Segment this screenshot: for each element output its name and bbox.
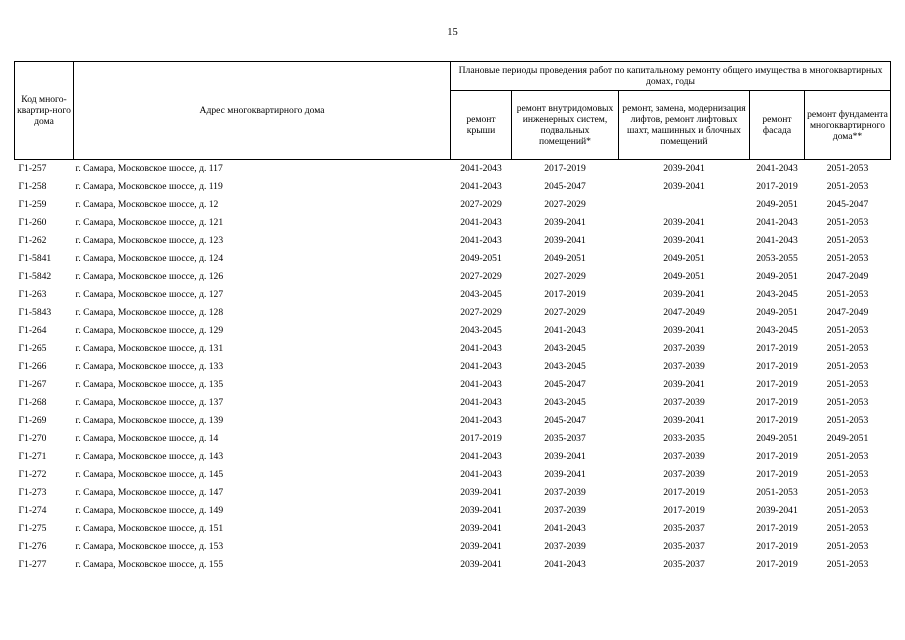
table-row xyxy=(15,430,891,448)
cell-address: г. Самара, Московское шоссе, д. 133 xyxy=(75,361,224,372)
cell-code: Г1-275 xyxy=(18,523,47,534)
cell-code: Г1-263 xyxy=(18,289,47,300)
table-row xyxy=(15,268,891,286)
cell-roof: 2041-2043 xyxy=(460,235,502,246)
cell-roof: 2039-2041 xyxy=(460,541,502,552)
cell-roof: 2041-2043 xyxy=(460,181,502,192)
cell-address: г. Самара, Московское шоссе, д. 143 xyxy=(75,451,224,462)
cell-utilities: 2039-2041 xyxy=(544,451,586,462)
cell-roof: 2041-2043 xyxy=(460,379,502,390)
cell-code: Г1-271 xyxy=(18,451,47,462)
table-body xyxy=(15,160,891,575)
cell-roof: 2027-2029 xyxy=(460,271,502,282)
cell-address: г. Самара, Московское шоссе, д. 121 xyxy=(75,217,224,228)
table-row xyxy=(15,160,891,179)
table-row xyxy=(15,250,891,268)
cell-facade: 2043-2045 xyxy=(756,325,798,336)
table-row xyxy=(15,538,891,556)
cell-code: Г1-5842 xyxy=(18,271,52,282)
cell-address: г. Самара, Московское шоссе, д. 145 xyxy=(75,469,224,480)
capital-repair-schedule-table xyxy=(14,61,891,574)
cell-foundation: 2051-2053 xyxy=(826,559,869,570)
cell-facade: 2017-2019 xyxy=(756,559,798,570)
cell-roof: 2027-2029 xyxy=(460,199,502,210)
cell-utilities: 2035-2037 xyxy=(544,433,586,444)
cell-utilities: 2041-2043 xyxy=(544,325,586,336)
cell-foundation: 2051-2053 xyxy=(826,181,869,192)
cell-code: Г1-258 xyxy=(18,181,47,192)
cell-address: г. Самара, Московское шоссе, д. 155 xyxy=(75,559,224,570)
cell-facade: 2017-2019 xyxy=(756,523,798,534)
cell-utilities: 2041-2043 xyxy=(544,559,586,570)
cell-lifts: 2017-2019 xyxy=(663,487,705,498)
cell-foundation: 2045-2047 xyxy=(826,199,869,210)
cell-code: Г1-269 xyxy=(18,415,47,426)
cell-roof: 2041-2043 xyxy=(460,415,502,426)
table-row xyxy=(15,394,891,412)
cell-utilities: 2039-2041 xyxy=(544,217,586,228)
cell-foundation: 2051-2053 xyxy=(826,325,869,336)
cell-foundation: 2051-2053 xyxy=(826,361,869,372)
cell-foundation: 2051-2053 xyxy=(826,343,869,354)
cell-utilities: 2037-2039 xyxy=(544,541,586,552)
cell-facade: 2041-2043 xyxy=(756,235,798,246)
cell-code: Г1-259 xyxy=(18,199,47,210)
cell-foundation: 2051-2053 xyxy=(826,253,869,264)
cell-facade: 2039-2041 xyxy=(756,505,798,516)
cell-facade: 2053-2055 xyxy=(756,253,798,264)
table-row xyxy=(15,286,891,304)
cell-lifts: 2035-2037 xyxy=(663,541,705,552)
cell-address: г. Самара, Московское шоссе, д. 151 xyxy=(75,523,224,534)
cell-address: г. Самара, Московское шоссе, д. 14 xyxy=(75,433,219,444)
header-periods-group: Плановые периоды проведения работ по капитальному ремонту общего имущества в многоквартирных домах, годы xyxy=(451,62,891,91)
cell-utilities: 2027-2029 xyxy=(544,307,586,318)
cell-code: Г1-272 xyxy=(18,469,47,480)
cell-roof: 2039-2041 xyxy=(460,487,502,498)
table-row xyxy=(15,340,891,358)
cell-roof: 2041-2043 xyxy=(460,163,502,174)
table-row xyxy=(15,376,891,394)
table-row xyxy=(15,304,891,322)
cell-roof: 2041-2043 xyxy=(460,451,502,462)
cell-utilities: 2045-2047 xyxy=(544,415,586,426)
cell-lifts: 2047-2049 xyxy=(663,307,705,318)
cell-lifts xyxy=(619,196,750,214)
table-header xyxy=(15,62,891,160)
cell-address: г. Самара, Московское шоссе, д. 135 xyxy=(75,379,224,390)
cell-address: г. Самара, Московское шоссе, д. 123 xyxy=(75,235,224,246)
cell-foundation: 2051-2053 xyxy=(826,379,869,390)
cell-lifts: 2037-2039 xyxy=(663,397,705,408)
cell-facade: 2051-2053 xyxy=(756,487,798,498)
cell-lifts: 2039-2041 xyxy=(663,163,705,174)
header-roof: ремонт крыши xyxy=(451,91,512,160)
cell-foundation: 2051-2053 xyxy=(826,487,869,498)
cell-roof: 2039-2041 xyxy=(460,559,502,570)
table-row xyxy=(15,214,891,232)
cell-utilities: 2027-2029 xyxy=(544,199,586,210)
cell-lifts: 2039-2041 xyxy=(663,181,705,192)
cell-code: Г1-265 xyxy=(18,343,47,354)
cell-roof: 2027-2029 xyxy=(460,307,502,318)
cell-lifts: 2035-2037 xyxy=(663,559,705,570)
cell-utilities: 2017-2019 xyxy=(544,163,586,174)
cell-code: Г1-257 xyxy=(18,163,47,174)
header-foundation: ремонт фундамента многоквартирного дома** xyxy=(805,91,891,160)
cell-code: Г1-262 xyxy=(18,235,47,246)
cell-foundation: 2051-2053 xyxy=(826,451,869,462)
cell-utilities: 2027-2029 xyxy=(544,271,586,282)
cell-code: Г1-264 xyxy=(18,325,47,336)
cell-code: Г1-273 xyxy=(18,487,47,498)
cell-address: г. Самара, Московское шоссе, д. 153 xyxy=(75,541,224,552)
cell-address: г. Самара, Московское шоссе, д. 131 xyxy=(75,343,224,354)
table-row xyxy=(15,448,891,466)
cell-roof: 2041-2043 xyxy=(460,397,502,408)
cell-foundation: 2051-2053 xyxy=(826,397,869,408)
cell-facade: 2017-2019 xyxy=(756,379,798,390)
cell-foundation: 2051-2053 xyxy=(826,541,869,552)
cell-facade: 2043-2045 xyxy=(756,289,798,300)
cell-facade: 2049-2051 xyxy=(756,271,798,282)
cell-facade: 2041-2043 xyxy=(756,163,798,174)
header-facade: ремонт фасада xyxy=(750,91,805,160)
header-lifts: ремонт, замена, модернизация лифтов, ремонт лифтовых шахт, машинных и блочных помещений xyxy=(619,91,750,160)
cell-lifts: 2037-2039 xyxy=(663,469,705,480)
cell-facade: 2017-2019 xyxy=(756,451,798,462)
cell-code: Г1-5841 xyxy=(18,253,52,264)
cell-lifts: 2039-2041 xyxy=(663,415,705,426)
cell-address: г. Самара, Московское шоссе, д. 137 xyxy=(75,397,224,408)
cell-utilities: 2041-2043 xyxy=(544,523,586,534)
cell-address: г. Самара, Московское шоссе, д. 128 xyxy=(75,307,224,318)
header-address: Адрес многоквартирного дома xyxy=(74,62,451,160)
cell-utilities: 2045-2047 xyxy=(544,379,586,390)
cell-facade: 2049-2051 xyxy=(756,199,798,210)
cell-facade: 2017-2019 xyxy=(756,181,798,192)
cell-address: г. Самара, Московское шоссе, д. 12 xyxy=(75,199,219,210)
cell-utilities: 2043-2045 xyxy=(544,343,586,354)
cell-facade: 2049-2051 xyxy=(756,307,798,318)
cell-code: Г1-267 xyxy=(18,379,47,390)
cell-utilities: 2039-2041 xyxy=(544,235,586,246)
cell-utilities: 2017-2019 xyxy=(544,289,586,300)
cell-code: Г1-260 xyxy=(18,217,47,228)
cell-lifts: 2039-2041 xyxy=(663,235,705,246)
cell-utilities: 2039-2041 xyxy=(544,469,586,480)
cell-address: г. Самара, Московское шоссе, д. 129 xyxy=(75,325,224,336)
cell-foundation: 2047-2049 xyxy=(826,307,869,318)
cell-foundation: 2051-2053 xyxy=(826,235,869,246)
cell-roof: 2043-2045 xyxy=(460,289,502,300)
cell-foundation: 2051-2053 xyxy=(826,523,869,534)
cell-lifts: 2039-2041 xyxy=(663,379,705,390)
cell-facade: 2017-2019 xyxy=(756,361,798,372)
table-row xyxy=(15,178,891,196)
header-utilities: ремонт внутридомовых инженерных систем, подвальных помещений* xyxy=(512,91,619,160)
page-number: 15 xyxy=(447,27,458,38)
cell-address: г. Самара, Московское шоссе, д. 126 xyxy=(75,271,224,282)
cell-facade: 2017-2019 xyxy=(756,541,798,552)
cell-address: г. Самара, Московское шоссе, д. 124 xyxy=(75,253,224,264)
header-code: Код много-квартир-ного дома xyxy=(15,62,74,160)
cell-lifts: 2017-2019 xyxy=(663,505,705,516)
table-row xyxy=(15,196,891,214)
cell-facade: 2017-2019 xyxy=(756,343,798,354)
cell-foundation: 2051-2053 xyxy=(826,217,869,228)
cell-facade: 2041-2043 xyxy=(756,217,798,228)
cell-address: г. Самара, Московское шоссе, д. 149 xyxy=(75,505,224,516)
cell-utilities: 2037-2039 xyxy=(544,505,586,516)
cell-code: Г1-274 xyxy=(18,505,47,516)
cell-facade: 2017-2019 xyxy=(756,415,798,426)
cell-foundation: 2051-2053 xyxy=(826,469,869,480)
table-row xyxy=(15,412,891,430)
cell-roof: 2041-2043 xyxy=(460,361,502,372)
cell-code: Г1-270 xyxy=(18,433,47,444)
table-row xyxy=(15,502,891,520)
cell-roof: 2043-2045 xyxy=(460,325,502,336)
table-row xyxy=(15,358,891,376)
cell-utilities: 2049-2051 xyxy=(544,253,586,264)
cell-foundation: 2051-2053 xyxy=(826,163,869,174)
cell-code: Г1-277 xyxy=(18,559,47,570)
cell-foundation: 2047-2049 xyxy=(826,271,869,282)
cell-roof: 2041-2043 xyxy=(460,343,502,354)
table-row xyxy=(15,232,891,250)
cell-address: г. Самара, Московское шоссе, д. 139 xyxy=(75,415,224,426)
table-row xyxy=(15,466,891,484)
table-row xyxy=(15,322,891,340)
cell-address: г. Самара, Московское шоссе, д. 127 xyxy=(75,289,224,300)
cell-facade: 2049-2051 xyxy=(756,433,798,444)
cell-address: г. Самара, Московское шоссе, д. 119 xyxy=(75,181,223,192)
cell-lifts: 2039-2041 xyxy=(663,289,705,300)
cell-foundation: 2051-2053 xyxy=(826,415,869,426)
table-row xyxy=(15,484,891,502)
cell-utilities: 2043-2045 xyxy=(544,397,586,408)
cell-roof: 2041-2043 xyxy=(460,469,502,480)
cell-roof: 2039-2041 xyxy=(460,523,502,534)
cell-roof: 2039-2041 xyxy=(460,505,502,516)
cell-utilities: 2037-2039 xyxy=(544,487,586,498)
cell-foundation: 2051-2053 xyxy=(826,505,869,516)
cell-lifts: 2039-2041 xyxy=(663,217,705,228)
cell-lifts: 2033-2035 xyxy=(663,433,705,444)
cell-foundation: 2051-2053 xyxy=(826,289,869,300)
cell-lifts: 2049-2051 xyxy=(663,271,705,282)
cell-lifts: 2037-2039 xyxy=(663,451,705,462)
cell-facade: 2017-2019 xyxy=(756,469,798,480)
cell-utilities: 2045-2047 xyxy=(544,181,586,192)
cell-address: г. Самара, Московское шоссе, д. 147 xyxy=(75,487,224,498)
cell-roof: 2017-2019 xyxy=(460,433,502,444)
cell-facade: 2017-2019 xyxy=(756,397,798,408)
cell-foundation: 2049-2051 xyxy=(826,433,869,444)
cell-roof: 2049-2051 xyxy=(460,253,502,264)
cell-roof: 2041-2043 xyxy=(460,217,502,228)
cell-code: Г1-276 xyxy=(18,541,47,552)
cell-lifts: 2037-2039 xyxy=(663,361,705,372)
cell-code: Г1-268 xyxy=(18,397,47,408)
table-row xyxy=(15,556,891,574)
cell-lifts: 2049-2051 xyxy=(663,253,705,264)
cell-lifts: 2037-2039 xyxy=(663,343,705,354)
cell-code: Г1-266 xyxy=(18,361,47,372)
cell-address: г. Самара, Московское шоссе, д. 117 xyxy=(75,163,223,174)
cell-code: Г1-5843 xyxy=(18,307,52,318)
cell-utilities: 2043-2045 xyxy=(544,361,586,372)
table-row xyxy=(15,520,891,538)
cell-lifts: 2035-2037 xyxy=(663,523,705,534)
cell-lifts: 2039-2041 xyxy=(663,325,705,336)
